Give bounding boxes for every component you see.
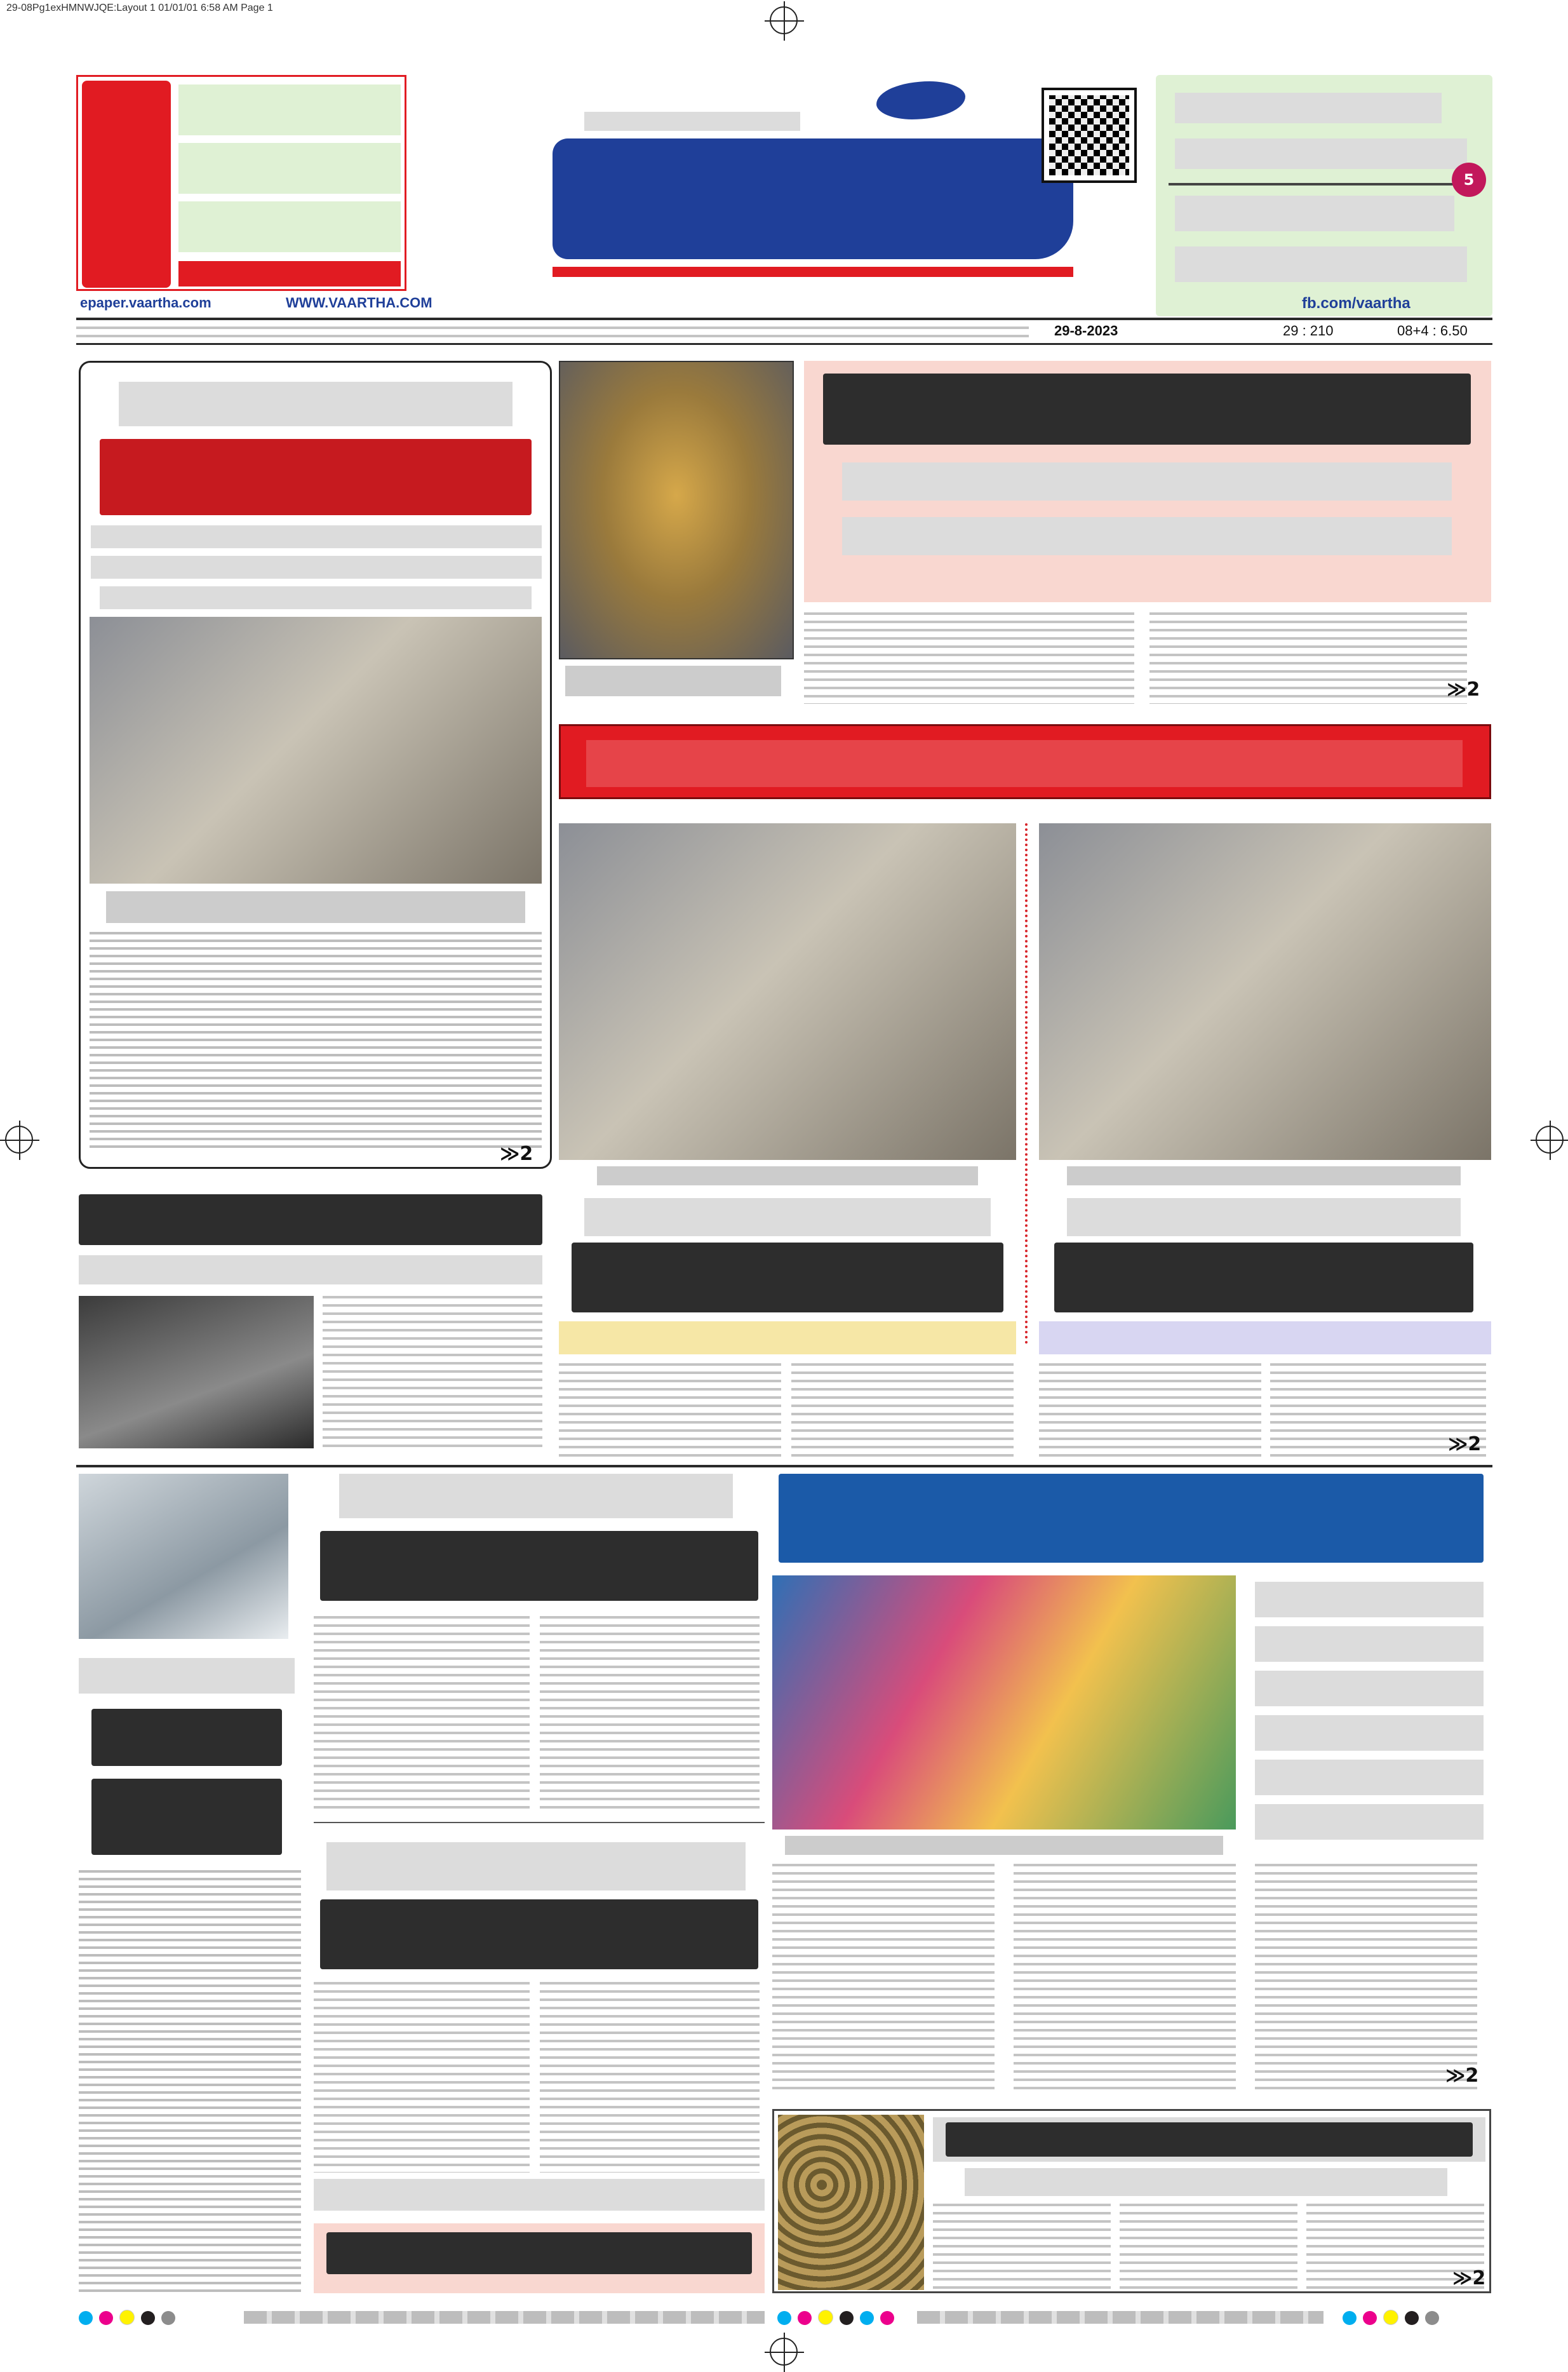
logo-wordmark: [553, 138, 1073, 259]
mobile-ban-headline-2: [91, 1779, 282, 1855]
ysrcp-kicker: [1067, 1198, 1461, 1236]
ysrcp-delegation-photo: [1039, 823, 1491, 1160]
center-bottom-rule: [314, 1822, 765, 1823]
aditya-main-headline: [823, 374, 1471, 445]
right-promo-line-2: [1175, 138, 1467, 169]
left-deck-3: [100, 586, 532, 609]
mobile-ban-body: [79, 1870, 301, 2293]
naidu-voter-card-photo: [559, 823, 1016, 1160]
group-posts-headline: [320, 1531, 758, 1601]
registration-mark-top: [770, 6, 798, 34]
promo-line-3-band: [178, 201, 401, 252]
aditya-body-col-1: [804, 612, 1134, 704]
left-photo-caption: [106, 891, 525, 923]
bottom-right-story: [772, 1474, 1491, 2293]
education-deck-1: [1255, 1582, 1484, 1617]
registration-mark-left: [5, 1126, 33, 1154]
page-badge: 5: [1452, 163, 1486, 197]
leopard-body-col-1: [933, 2204, 1111, 2289]
color-swatches-right: [1343, 2310, 1445, 2328]
right-promo-line-3: [1175, 196, 1454, 231]
satellite-photo-caption: [565, 666, 781, 696]
education-quote: [1255, 1804, 1484, 1840]
masthead-rule: [76, 318, 1492, 320]
print-color-bar: [79, 2305, 1491, 2330]
logo-underline: [553, 267, 1073, 277]
education-body-col-3: [1255, 1864, 1477, 2090]
bottom-left-story: [79, 1474, 309, 2293]
aditya-continue-arrow: ≫2: [1447, 678, 1480, 701]
naidu-body-col-2: [791, 1363, 1014, 1459]
color-swatches-center: [777, 2310, 901, 2328]
rover-headline: [79, 1194, 542, 1245]
gray-swatch: [161, 2311, 175, 2325]
cbi-headline: [320, 1899, 758, 1969]
left-main-headline: [100, 439, 532, 515]
continue-arrow: ≫2: [500, 1143, 533, 1165]
rover-deck: [79, 1255, 542, 1284]
cyan-swatch: [79, 2311, 93, 2325]
moon-crater-photo: [79, 1296, 314, 1448]
bottom-center-story: [314, 1474, 765, 2293]
education-body-col-1: [772, 1864, 995, 2090]
rover-body-text: [323, 1296, 542, 1448]
students-photo-caption: [785, 1836, 1223, 1855]
fold-rule: [76, 1465, 1492, 1467]
dateline-date: 29-8-2023: [1054, 323, 1118, 339]
center-divider: [1025, 823, 1028, 1344]
qr-code[interactable]: [1042, 88, 1137, 183]
right-promo-line-1: [1175, 93, 1442, 123]
education-deck-3: [1255, 1671, 1484, 1706]
dateline-issue: 29 : 210: [1283, 323, 1334, 339]
lead-story-right: [559, 361, 1491, 704]
lead-story-left: [79, 361, 552, 1169]
cbi-subhead: [314, 2179, 765, 2211]
aditya-deck-1: [842, 462, 1452, 501]
magenta-swatch: [99, 2311, 113, 2325]
tone-bar-left: [244, 2311, 765, 2324]
naidu-main-headline: [572, 1243, 1003, 1312]
leopard-headline: [946, 2122, 1473, 2157]
leopard-continue-arrow: ≫2: [1452, 2267, 1486, 2289]
promo-line-1-band: [178, 84, 401, 135]
ntr-coin-event-photo: [90, 617, 542, 884]
ysrcp-main-headline: [1054, 1243, 1473, 1312]
print-slug: 29-08Pg1exHMNWJQE:Layout 1 01/01/01 6:58 AM Page 1: [6, 3, 273, 13]
supplement-logo: [82, 81, 171, 288]
right-promo-divider: [1169, 183, 1480, 185]
tone-bar-right: [917, 2311, 1323, 2324]
dove-icon: [876, 81, 965, 119]
right-promo-box: [1156, 75, 1492, 316]
ysrcp-continue-arrow: ≫2: [1448, 1433, 1482, 1455]
center-story: [559, 823, 1491, 1459]
rover-story: [79, 1194, 552, 1461]
naidu-body-col-1: [559, 1363, 781, 1459]
newspaper-logo: [533, 81, 1099, 291]
mobile-ban-headline-1: [91, 1709, 282, 1766]
group-posts-body-col-1: [314, 1616, 530, 1813]
leopard-deck: [965, 2168, 1447, 2196]
cbi-body-col-1: [314, 1982, 530, 2173]
education-deck-5: [1255, 1760, 1484, 1795]
mobile-ban-kicker: [79, 1658, 295, 1694]
cm-jagan-students-photo: [772, 1575, 1236, 1830]
education-headline: [779, 1474, 1484, 1563]
right-promo-line-4: [1175, 246, 1467, 282]
dateline-price: 08+4 : 6.50: [1397, 323, 1468, 339]
cbi-kicker: [326, 1842, 746, 1890]
ysrcp-deck: [1039, 1321, 1491, 1354]
aditya-body-col-2: [1149, 612, 1467, 704]
education-body-col-2: [1014, 1864, 1236, 2090]
dateline-rule: [76, 343, 1492, 345]
education-deck-4: [1255, 1715, 1484, 1751]
logo-tagline: [584, 112, 800, 131]
yellow-swatch: [119, 2310, 135, 2325]
leopard-headline-band: [933, 2117, 1485, 2162]
leopard-story: [772, 2109, 1491, 2293]
left-kicker: [119, 382, 513, 426]
promo-line-2-band: [178, 143, 401, 194]
aditya-l1-satellite-photo: [559, 361, 794, 659]
registration-mark-bottom: [770, 2338, 798, 2366]
website-url[interactable]: WWW.VAARTHA.COM: [286, 295, 432, 311]
left-body-text: [90, 932, 542, 1148]
ysrcp-photo-caption: [1067, 1166, 1461, 1185]
left-deck-1: [91, 525, 542, 548]
naidu-photo-caption: [597, 1166, 978, 1185]
aditya-deck-2: [842, 517, 1452, 555]
leopard-photo: [778, 2115, 924, 2290]
leopard-body-col-2: [1120, 2204, 1297, 2289]
education-deck-2: [1255, 1626, 1484, 1662]
ysrcp-body-col-1: [1039, 1363, 1261, 1459]
group-posts-body-col-2: [540, 1616, 760, 1813]
phone-in-hand-photo: [79, 1474, 288, 1639]
tennis-strip: [314, 2223, 765, 2293]
published-from-line: [76, 327, 1029, 339]
fake-votes-banner: [559, 724, 1491, 799]
registration-mark-right: [1536, 1126, 1564, 1154]
naidu-kicker: [584, 1198, 991, 1236]
black-swatch: [141, 2311, 155, 2325]
epaper-url[interactable]: epaper.vaartha.com: [80, 295, 211, 311]
color-swatches-left: [79, 2310, 182, 2328]
promo-full-page-band: [178, 261, 401, 286]
group-posts-kicker: [339, 1474, 733, 1518]
education-continue-arrow: ≫2: [1445, 2065, 1479, 2087]
masthead: [76, 75, 1492, 316]
facebook-url[interactable]: fb.com/vaartha: [1302, 295, 1411, 312]
weekly-supplement-promo: [76, 75, 406, 291]
aditya-headline-panel: [804, 361, 1491, 602]
cbi-body-col-2: [540, 1982, 760, 2173]
tennis-headline: [326, 2232, 752, 2274]
left-deck-2: [91, 556, 542, 579]
fake-votes-headline: [586, 740, 1463, 787]
naidu-deck: [559, 1321, 1016, 1354]
